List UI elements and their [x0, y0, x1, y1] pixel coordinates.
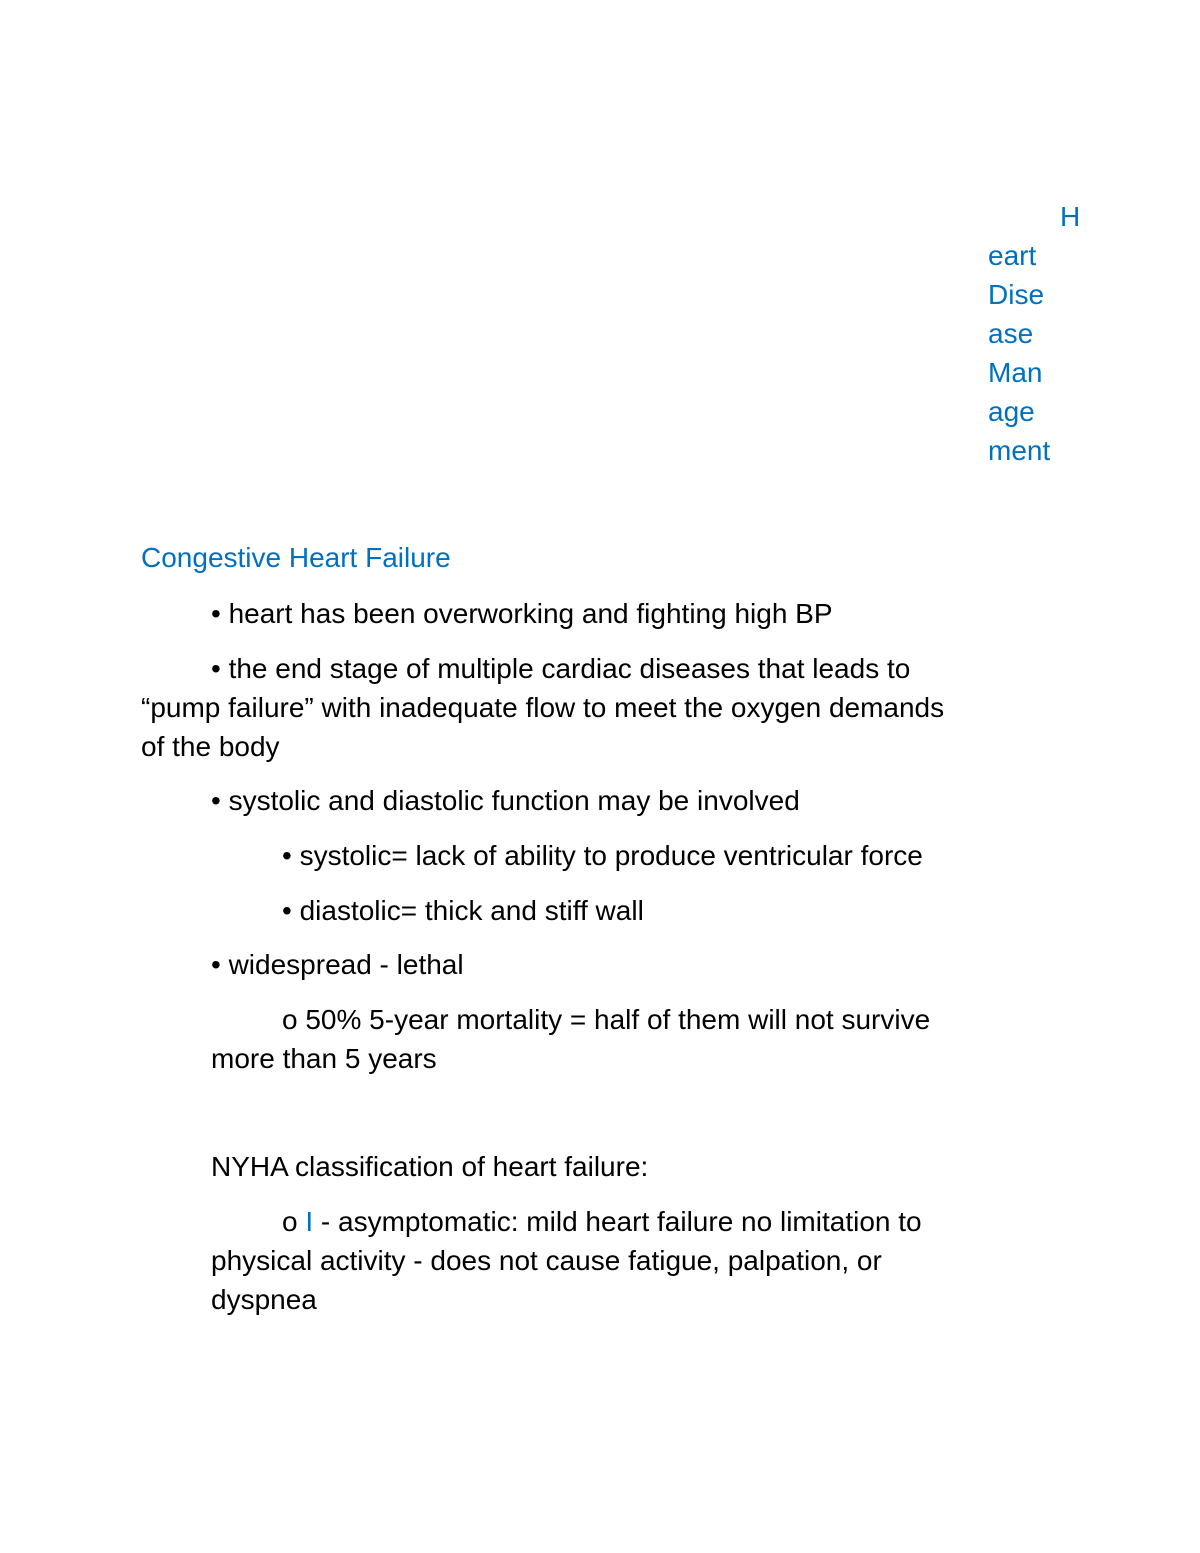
- title-fragment: ment: [988, 435, 1051, 466]
- nyha-item-continuation: dyspnea: [211, 1284, 317, 1315]
- bullet-item: • widespread - lethal: [211, 949, 464, 980]
- nyha-item-continuation: physical activity - does not cause fatigue, palpation, or: [211, 1245, 882, 1276]
- sub-bullet-item: • diastolic= thick and stiff wall: [282, 895, 644, 926]
- bullet-continuation: more than 5 years: [211, 1043, 437, 1074]
- bullet-item: • heart has been overworking and fighting high BP: [211, 598, 833, 629]
- sub-bullet-item: • systolic= lack of ability to produce ventricular force: [282, 840, 923, 871]
- sub-bullet-item: o 50% 5-year mortality = half of them will not survive: [282, 1004, 931, 1035]
- bullet-continuation: “pump failure” with inadequate flow to meet the oxygen demands: [141, 692, 945, 723]
- title-fragment: age: [988, 396, 1035, 427]
- section-heading: Congestive Heart Failure: [141, 542, 451, 573]
- nyha-class-numeral: I: [305, 1206, 314, 1237]
- title-fragment: H: [1060, 201, 1081, 232]
- nyha-item-prefix: o: [282, 1206, 306, 1237]
- title-fragment: Dise: [988, 279, 1045, 310]
- title-fragment: Man: [988, 357, 1043, 388]
- nyha-heading: NYHA classification of heart failure:: [211, 1151, 649, 1182]
- nyha-item-text: - asymptomatic: mild heart failure no limitation to: [313, 1206, 922, 1237]
- bullet-item: • the end stage of multiple cardiac diseases that leads to: [211, 653, 911, 684]
- document-title: [988, 197, 1098, 470]
- title-fragment: eart: [988, 240, 1037, 271]
- bullet-item: • systolic and diastolic function may be involved: [211, 785, 800, 816]
- title-fragment: ase: [988, 318, 1034, 349]
- nyha-item: [282, 1202, 922, 1241]
- bullet-continuation: of the body: [141, 731, 280, 762]
